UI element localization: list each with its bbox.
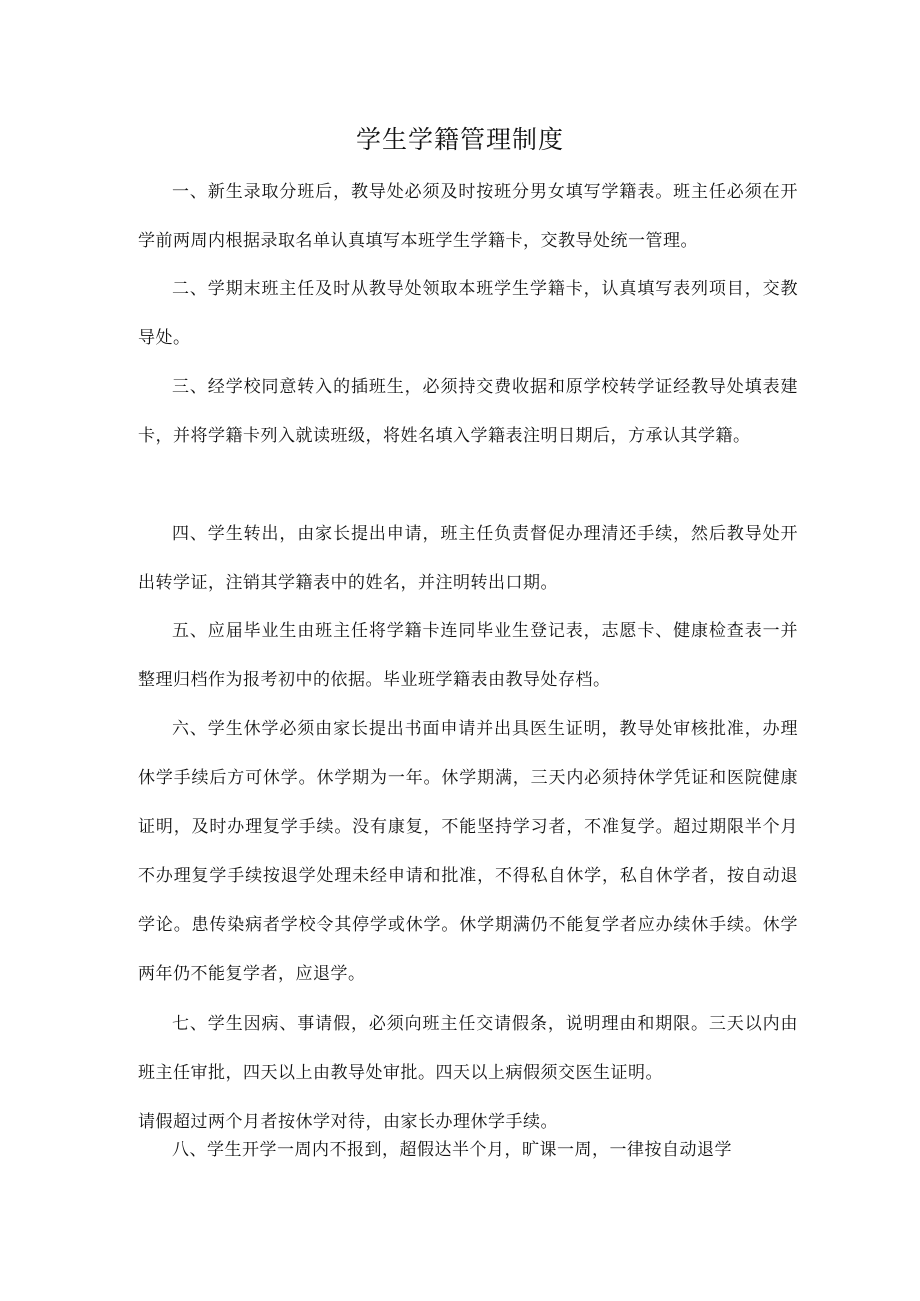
paragraph-7: 七、学生因病、事请假，必须向班主任交请假条，说明理由和期限。三天以内由班主任审批，四天以上由教导处审批。四天以上病假须交医生证明。 xyxy=(138,1014,798,1083)
paragraph-1: 一、新生录取分班后，教导处必须及时按班分男女填写学籍表。班主任必须在开学前两周内根据录取名单认真填写本班学生学籍卡，交教导处统一管理。 xyxy=(138,182,798,251)
paragraph-5: 五、应届毕业生由班主任将学籍卡连同毕业生登记表，志愿卡、健康检查表一并整理归档作为报考初中的依据。毕业班学籍表由教导处存档。 xyxy=(138,621,798,690)
paragraph-7-continuation: 请假超过两个月者按休学对待，由家长办理休学手续。 xyxy=(138,1112,558,1132)
paragraph-8: 八、学生开学一周内不报到，超假达半个月，旷课一周，一律按自动退学 xyxy=(172,1140,732,1160)
document-title: 学生学籍管理制度 xyxy=(355,125,564,154)
paragraph-3: 三、经学校同意转入的插班生，必须持交费收据和原学校转学证经教导处填表建卡，并将学籍卡列入就读班级，将姓名填入学籍表注明日期后，方承认其学籍。 xyxy=(138,377,798,446)
paragraph-2: 二、学期末班主任及时从教导处领取本班学生学籍卡，认真填写表列项目，交教导处。 xyxy=(138,279,798,348)
paragraph-6: 六、学生休学必须由家长提出书面申请并出具医生证明，教导处审核批准，办理休学手续后方可休学。休学期为一年。休学期满，三天内必须持休学凭证和医院健康证明，及时办理复学手续。没有康复，不能坚持学习者，不准复学。超过期限半个月不办理复学手续按退学处理未经申请和批准，不得私自休学，私自休学者，按自动退学论。患传染病者学校令其停学或休学。休学期满仍不能复学者应办续休手续。休学两年仍不能复学者，应退学。 xyxy=(138,719,798,984)
paragraph-4: 四、学生转出，由家长提出申请，班主任负责督促办理清还手续，然后教导处开出转学证，注销其学籍表中的姓名，并注明转出口期。 xyxy=(138,524,798,593)
